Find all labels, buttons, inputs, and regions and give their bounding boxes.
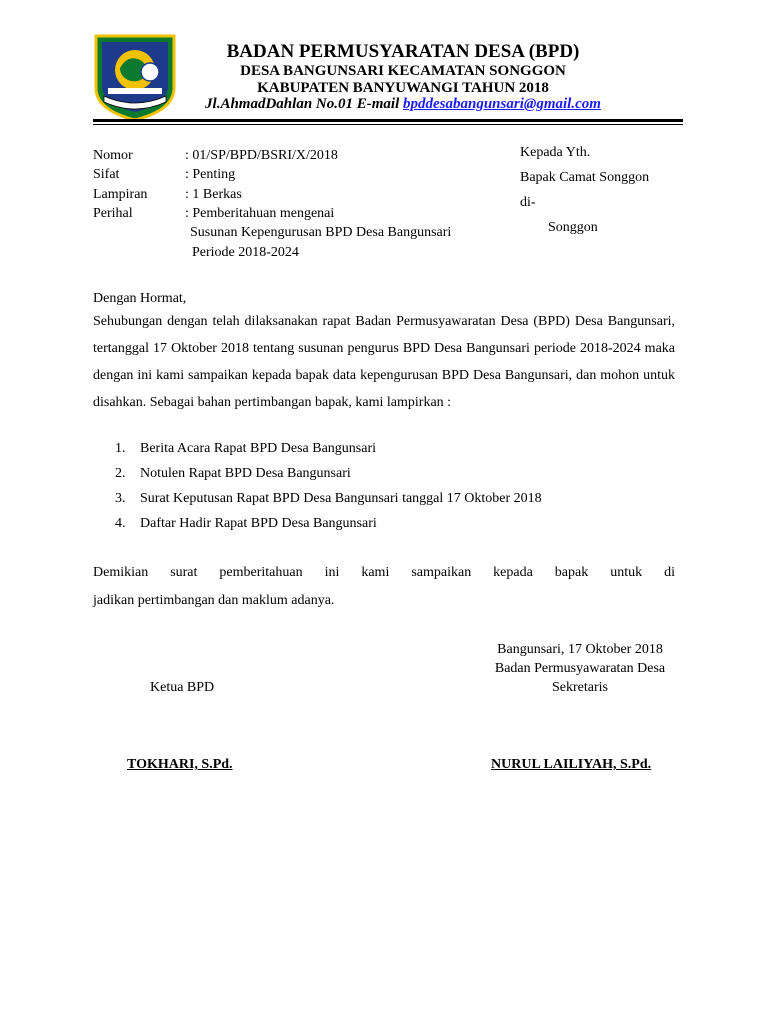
recipient-place: Songgon xyxy=(548,220,598,235)
recipient-greeting: Kepada Yth. xyxy=(520,145,591,160)
list-item-text: Surat Keputusan Rapat BPD Desa Bangunsari tanggal 17 Oktober 2018 xyxy=(140,491,542,506)
letterhead-regency: KABUPATEN BANYUWANGI TAHUN 2018 xyxy=(257,80,549,96)
list-item-number: 2. xyxy=(115,466,126,481)
letterhead-village: DESA BANGUNSARI KECAMATAN SONGGON xyxy=(240,63,566,79)
closing-line-1: Demikian surat pemberitahuan ini kami sampaikan kepada bapak untuk di xyxy=(93,565,675,580)
email-link[interactable]: bpddesabangunsari@gmail.com xyxy=(403,96,601,112)
signature-org: Badan Permusyawaratan Desa xyxy=(494,661,666,676)
meta-value-sifat: : Penting xyxy=(185,167,236,182)
greeting: Dengan Hormat, xyxy=(93,291,187,306)
recipient-di: di- xyxy=(520,195,536,210)
list-item-number: 1. xyxy=(115,441,126,456)
meta-value-nomor: : 01/SP/BPD/BSRI/X/2018 xyxy=(185,148,338,163)
attachment-list xyxy=(115,436,542,536)
signature-left-name: TOKHARI, S.Pd. xyxy=(127,757,233,772)
list-item-text: Daftar Hadir Rapat BPD Desa Bangunsari xyxy=(140,516,377,531)
list-item-text: Berita Acara Rapat BPD Desa Bangunsari xyxy=(140,441,376,456)
perihal-line-3: Periode 2018-2024 xyxy=(192,245,299,260)
meta-label-sifat: Sifat xyxy=(93,167,120,182)
list-item-text: Notulen Rapat BPD Desa Bangunsari xyxy=(140,466,351,481)
address-text: Jl.AhmadDahlan No.01 E-mail xyxy=(205,96,403,112)
list-item xyxy=(115,511,542,536)
letterhead-address xyxy=(0,96,768,113)
list-item-number: 4. xyxy=(115,516,126,531)
letterhead-rule-thin xyxy=(93,124,683,125)
signature-place-date: Bangunsari, 17 Oktober 2018 xyxy=(497,642,663,657)
list-item-number: 3. xyxy=(115,491,126,506)
closing-paragraph xyxy=(93,559,675,615)
meta-value-lampiran: : 1 Berkas xyxy=(185,187,242,202)
perihal-line-2: Susunan Kepengurusan BPD Desa Bangunsari xyxy=(190,225,452,240)
body-paragraph: Sehubungan dengan telah dilaksanakan rapat Badan Permusyawaratan Desa (BPD) Desa Bangunsari, tertanggal 17 Oktober 2018 tentang susunan pengurus BPD Desa Bangunsari periode 2018-2024 maka dengan ini kami sampaikan kepada bapak data kepengurusan BPD Desa Bangunsari, dan mohon untuk disahkan. Sebagai bahan pertimbangan bapak, kami lampirkan : xyxy=(93,314,675,410)
meta-label-perihal: Perihal xyxy=(93,206,133,221)
list-item xyxy=(115,486,542,511)
list-item xyxy=(115,436,542,461)
closing-line-2: jadikan pertimbangan dan maklum adanya. xyxy=(93,593,335,608)
signature-left-role: Ketua BPD xyxy=(150,680,215,695)
letterhead-rule-thick xyxy=(93,119,683,122)
signature-right-role: Sekretaris xyxy=(552,680,608,695)
letterhead-org-name: BADAN PERMUSYARATAN DESA (BPD) xyxy=(226,41,580,62)
signature-right-name: NURUL LAILIYAH, S.Pd. xyxy=(491,757,652,772)
meta-value-perihal: : Pemberitahuan mengenai xyxy=(185,206,335,221)
list-item xyxy=(115,461,542,486)
recipient-name: Bapak Camat Songgon xyxy=(520,170,650,185)
meta-label-lampiran: Lampiran xyxy=(93,187,148,202)
meta-label-nomor: Nomor xyxy=(93,148,133,163)
